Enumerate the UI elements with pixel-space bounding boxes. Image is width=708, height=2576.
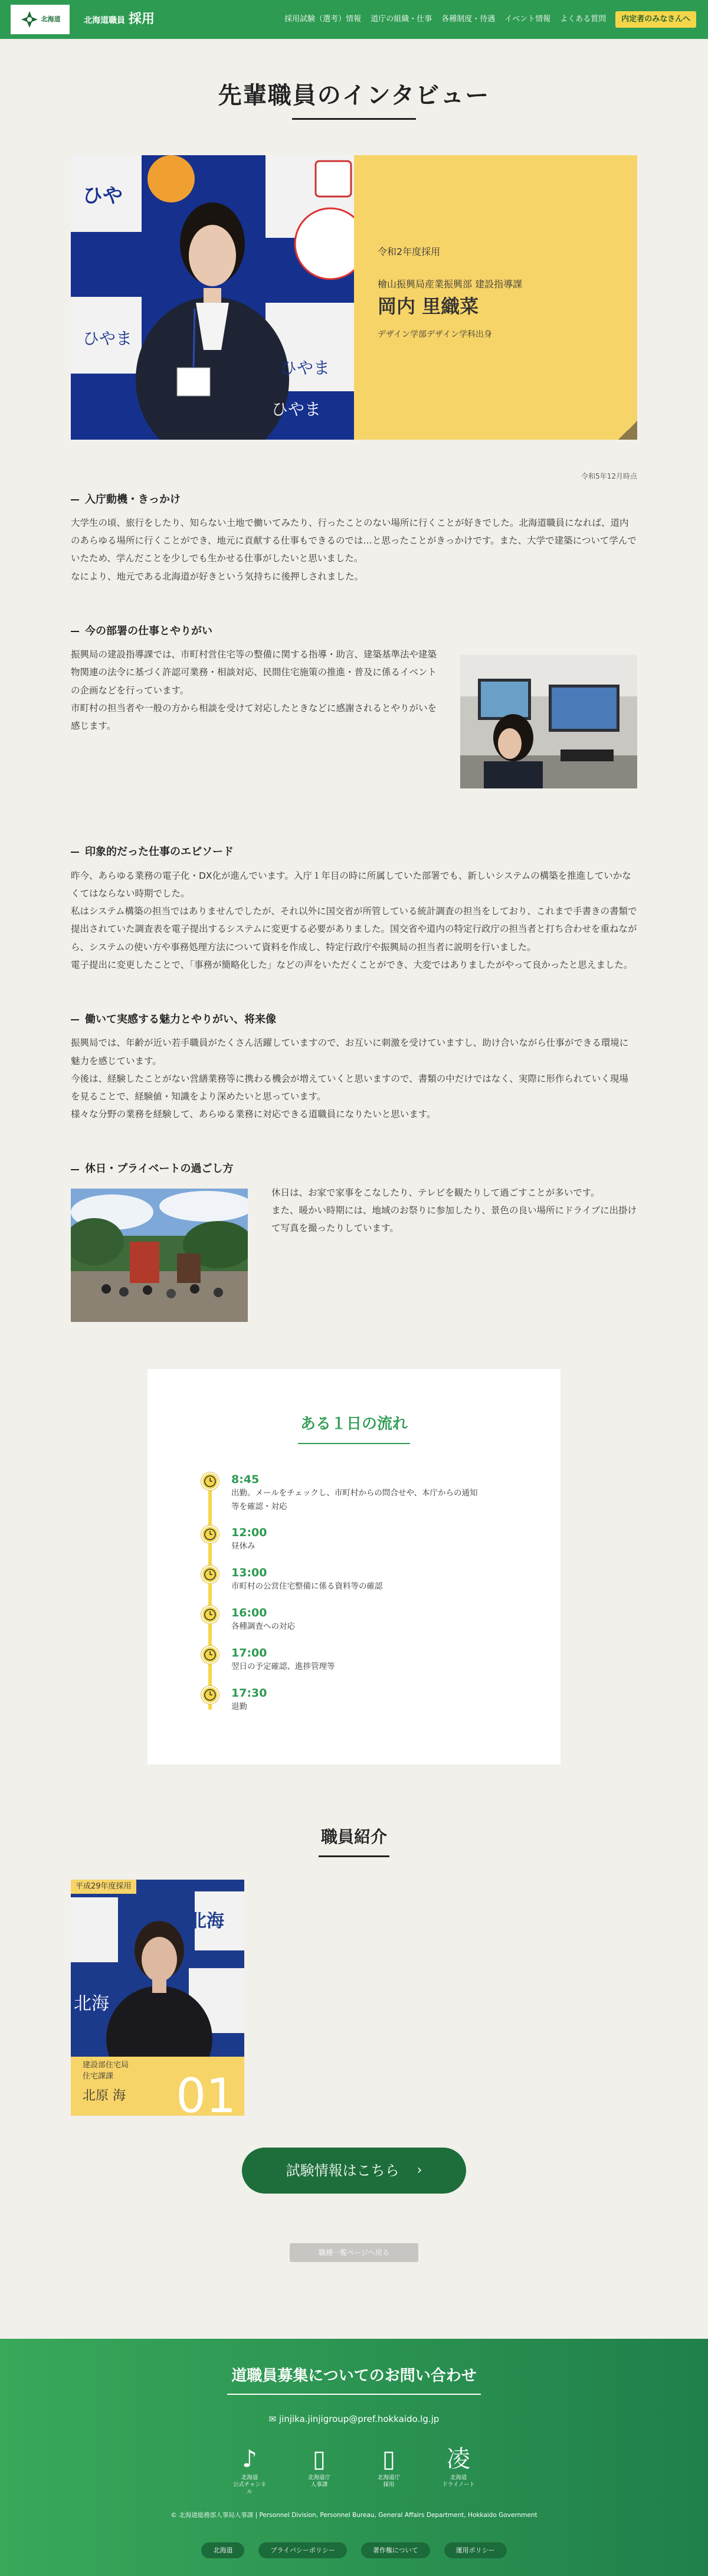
section-body: 振興局の建設指導課では、市町村営住宅等の整備に関する指導・助言、建築基準法や建築物関連の法令に基づく許認可業務・相談対応、民間住宅施策の推進・普及に係るイベントの企画などを行っています。 市町村の担当者や一般の方から相談を受けて対応したときなどに感謝されるとやりがいを感じます。 — [71, 649, 437, 732]
footer-link-privacy[interactable]: プライバシーポリシー — [258, 2542, 346, 2559]
clock-icon — [201, 1686, 219, 1704]
nav-item-system[interactable]: 各種制度・待遇 — [441, 15, 496, 24]
section-heading: 今の部署の仕事とやりがい — [71, 622, 637, 641]
section-heading: 印象的だった仕事のエピソード — [71, 843, 637, 862]
footer-link-policy[interactable]: 運用ポリシー — [444, 2542, 507, 2559]
back-to-list-button[interactable]: 職種一覧ページへ戻る — [290, 2243, 418, 2262]
footer-heading: 道職員募集についてのお問い合わせ — [231, 2367, 477, 2385]
chevron-right-icon: › — [417, 2163, 422, 2178]
holiday-photo — [71, 1189, 248, 1322]
page-title: 先輩職員のインタビュー — [218, 82, 490, 109]
timeline-time: 16:00 — [231, 1606, 267, 1619]
timeline-desc: 翌日の予定確認、進捗管理等 — [231, 1662, 335, 1672]
title-underline — [292, 118, 416, 120]
clock-icon — [201, 1472, 219, 1490]
timeline-time: 13:00 — [231, 1566, 267, 1579]
svg-text:ひや: ひや — [83, 184, 123, 208]
nav-item-exam[interactable]: 採用試験（選考）情報 — [284, 15, 362, 24]
site-title-small: 北海道職員 — [84, 16, 125, 26]
site-title[interactable] — [84, 8, 155, 31]
site-footer — [0, 2339, 708, 2576]
clock-icon — [201, 1606, 219, 1623]
day-flow-box — [148, 1369, 560, 1765]
sns-link-channel[interactable]: ♪ 北海道 公式チャンネル — [232, 2446, 267, 2495]
clock-icon — [201, 1566, 219, 1583]
svg-text:ひやま: ひやま — [83, 329, 133, 348]
staff-info — [83, 2060, 129, 2106]
footer-link-hokkaido[interactable]: 北海道 — [201, 2542, 244, 2559]
timeline-time: 17:30 — [231, 1686, 267, 1700]
timeline-item — [201, 1686, 560, 1726]
svg-text:ひやま: ひやま — [280, 358, 330, 378]
section-holiday — [71, 1160, 637, 1321]
section-heading: 休日・プライベートの過ごし方 — [71, 1160, 637, 1179]
timeline-desc: 昼休み — [231, 1541, 255, 1552]
logo-text: 北海道 — [41, 15, 61, 23]
staff-photo — [71, 1880, 244, 2057]
sns-link-note[interactable]: 凌 北海道 ドライノート — [442, 2446, 475, 2488]
site-header — [0, 0, 708, 39]
nav-item-faq[interactable]: よくある質問 — [560, 15, 607, 24]
phone-icon: ▯ — [382, 2446, 395, 2473]
staff-year-tag: 平成29年度採用 — [71, 1880, 136, 1893]
section-body: 休日は、お家で家事をこなしたり、テレビを観たりして過ごすことが多いです。 また、暖かい時期には、地域のお祭りに参加したり、景色の良い場所にドライブに出掛けて写真を撮ったりしています。 — [271, 1187, 637, 1234]
nav-item-organization[interactable]: 道庁の組織・仕事 — [371, 15, 432, 24]
contact-email[interactable]: ✉ jinjika.jinjigroup@pref.hokkaido.lg.jp — [268, 2414, 440, 2425]
profile-photo-illustration — [71, 155, 354, 440]
timeline-desc: 各種調査への対応 — [231, 1622, 295, 1632]
staff-dept: 建設部住宅局 — [83, 2061, 129, 2070]
section-body: 大学生の頃、旅行をしたり、知らない土地で働いてみたり、行ったことのない場所に行くことが好きでした。北海道職員になれば、道内のあらゆる場所に行くことができ、地元に貢献する仕事もできるのでは…と思ったことがきっかけです。また、大学で建築について学んでいたため、学んだことを少しでも生かせる仕事がしたいと思いました。 なにより、地元である北海道が好きという気持ちに後押しされました。 — [71, 517, 637, 582]
nav-cta-button[interactable]: 内定者のみなさんへ — [615, 11, 696, 27]
svg-text:北海: 北海 — [74, 1994, 109, 2015]
profile-dept: 檜山振興局産業振興部 建設指導課 — [378, 278, 523, 290]
timeline-item — [201, 1472, 560, 1513]
profile-year: 令和2年度採用 — [378, 246, 441, 257]
profile-photo — [71, 155, 354, 440]
timeline-item — [201, 1526, 560, 1566]
timeline-desc: 市町村の公営住宅整備に係る資料等の確認 — [231, 1582, 383, 1592]
staff-number: 01 — [176, 2068, 236, 2116]
staff-section-name: 住宅課課 — [83, 2072, 114, 2081]
staff-name: 北原 海 — [83, 2088, 126, 2103]
svg-text:ひやま: ひやま — [271, 400, 322, 419]
exam-info-button[interactable] — [242, 2148, 466, 2194]
timeline-time: 17:00 — [231, 1646, 267, 1659]
timeline-time: 8:45 — [231, 1472, 260, 1486]
timeline — [201, 1472, 560, 1726]
day-flow-title: ある１日の流れ — [300, 1415, 408, 1433]
section-heading: 働いて実感する魅力とやりがい、将来像 — [71, 1010, 637, 1029]
timeline-item — [201, 1606, 560, 1646]
staff-section — [0, 1822, 708, 2116]
staff-underline — [319, 1855, 389, 1857]
music-note-icon: ♪ — [242, 2446, 257, 2473]
mail-icon: ✉ — [268, 2414, 279, 2425]
staff-title: 職員紹介 — [320, 1827, 387, 1847]
section-episode — [71, 843, 637, 974]
timeline-time: 12:00 — [231, 1526, 267, 1539]
work-photo — [460, 655, 637, 788]
nav-item-events[interactable]: イベント情報 — [504, 15, 551, 24]
section-work — [71, 622, 637, 788]
day-flow-underline — [298, 1443, 410, 1444]
footer-sns-links — [0, 2447, 708, 2496]
footer-link-copyright[interactable]: 著作権について — [361, 2542, 430, 2559]
clock-icon — [201, 1526, 219, 1543]
svg-text:北海: 北海 — [189, 1911, 224, 1932]
section-body: 振興局では、年齢が近い若手職員がたくさん活躍していますので、お互いに刺激を受けていますし、助け合いながら仕事ができる環境に魅力を感じています。 今後は、経験したことがない営繕業務等に携わる機会が増えていくと思いますので、書類の中だけではなく、実際に形作られていく現場を見ることで、経験値・知識をより深めたいと思っています。 様々な分野の業務を経験して、あらゆる業務に対応できる道職員になりたいと思います。 — [71, 1037, 629, 1120]
copyright: © 北海道総務部人事局人事課 | Personnel Division, Personnel Bureau, General Affairs Department, Hokkaido Government — [171, 2511, 537, 2519]
profile-school: デザイン学部デザイン学科出身 — [378, 330, 493, 340]
logo[interactable] — [11, 5, 70, 34]
hokkaido-emblem-icon — [20, 10, 39, 29]
timeline-item — [201, 1566, 560, 1606]
footer-links — [0, 2542, 708, 2559]
staff-card[interactable] — [71, 1880, 244, 2116]
section-body: 昨今、あらゆる業務の電子化・DX化が進んでいます。入庁１年目の時に所属していた部署でも、新しいシステムの構築を推進していかなくてはならない時期でした。 私はシステム構築の担当ではありませんでしたが、それ以外に国交省が所管している統計調査の担当をしており、これまで手書きの書類で提出されていた調査表を電子提出するシステムに変更する必要がありました。国交省や道内の特定行政庁の担当者と打ち合わせを重ねながら、システムの使い方や事務処理方法について資料を作成し、特定行政庁や振興局の担当者に説明を行いました。 電子提出に変更したことで、「事務が簡略化した」などの声をいただくことができ、大変ではありましたがやって良かったと思えました。 — [71, 870, 637, 970]
profile-hero — [71, 155, 637, 440]
main-nav — [284, 11, 696, 27]
section-heading: 入庁動機・きっかけ — [71, 490, 637, 509]
exam-info-label: 試験情報はこちら — [286, 2162, 399, 2179]
site-title-big: 採用 — [129, 12, 155, 27]
clock-icon — [201, 1646, 219, 1664]
timeline-desc: 出勤。メールをチェックし、市町村からの問合せや、本庁からの通知等を確認・対応 — [231, 1488, 478, 1512]
sns-link-jinji[interactable]: ▯ 北海道庁 人事課 — [307, 2446, 330, 2488]
profile-card — [354, 155, 637, 440]
section-appeal — [71, 1010, 637, 1123]
note-icon: 凌 — [447, 2446, 470, 2473]
sns-link-saiyo[interactable]: ▯ 北海道庁 採用 — [377, 2446, 400, 2488]
timeline-item — [201, 1646, 560, 1686]
footer-underline — [227, 2394, 481, 2395]
profile-name: 岡内 里織菜 — [378, 294, 479, 318]
as-of-date: 令和5年12月時点 — [581, 472, 637, 480]
section-motive — [71, 490, 637, 585]
timeline-desc: 退勤 — [231, 1702, 247, 1712]
page-fold-decoration — [618, 421, 637, 440]
phone-icon: ▯ — [312, 2446, 326, 2473]
